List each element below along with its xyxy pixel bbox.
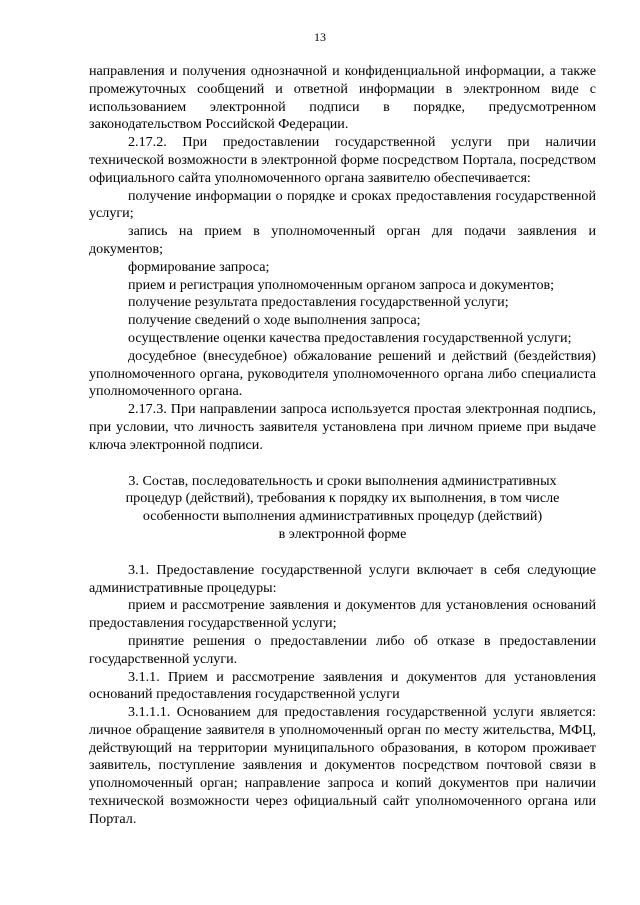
list-item: получение информации о порядке и сроках предоставления государственной услуги; xyxy=(89,187,596,222)
paragraph-2-17-3: 2.17.3. При направлении запроса используется простая электронная подпись, при условии, что личность заявителя установлена при личном приеме при выдаче ключа электронной подписи. xyxy=(89,401,596,453)
paragraph-2-17-2: 2.17.2. При предоставлении государственной услуги при наличии технической возможности в электронной форме посредством Портала, посредством официального сайта уполномоченного органа заявителю обеспечивается: xyxy=(89,134,596,186)
list-item: принятие решения о предоставлении либо об отказе в предоставлении государственной услуги. xyxy=(89,632,596,667)
paragraph-3-1-1-1: 3.1.1.1. Основанием для предоставления государственной услуги является: личное обращение заявителя в уполномоченный орган по месту жительства, МФЦ, действующий на территории муниципального образования, в котором проживает заявитель, поступление заявления и документов посредством почтовой связи в уполномоченный орган; направление запроса и копий документов при наличии технической возможности через официальный сайт уполномоченного органа или Портал. xyxy=(89,704,596,827)
list-item: получение сведений о ходе выполнения запроса; xyxy=(128,312,421,329)
section-heading-line: особенности выполнения административных процедур (действий) xyxy=(142,508,543,525)
list-item: прием и рассмотрение заявления и документов для установления оснований предоставления государственной услуги; xyxy=(89,597,596,632)
list-item: получение результата предоставления государственной услуги; xyxy=(128,294,509,311)
paragraph-3-1: 3.1. Предоставление государственной услуги включает в себя следующие административные процедуры: xyxy=(89,561,596,596)
list-item: формирование запроса; xyxy=(128,258,270,275)
list-item: осуществление оценки качества предоставления государственной услуги; xyxy=(128,329,572,346)
paragraph: направления и получения однозначной и конфиденциальной информации, а также промежуточных сообщений и ответной информации в электронном виде с использованием электронной подписи в порядке, предусмотренном законодательством Российской Федерации. xyxy=(89,63,596,133)
list-item: досудебное (внесудебное) обжалование решений и действий (бездействия) уполномоченного органа, руководителя уполномоченного органа либо специалиста уполномоченного органа. xyxy=(89,347,596,400)
list-item: прием и регистрация уполномоченным органом запроса и документов; xyxy=(128,276,555,293)
section-heading-line: в электронной форме xyxy=(278,525,407,542)
page-number: 13 xyxy=(314,30,326,44)
section-heading-line: процедур (действий), требования к порядку их выполнения, в том числе xyxy=(125,490,560,507)
list-item: запись на прием в уполномоченный орган для подачи заявления и документов; xyxy=(89,223,596,257)
document-body xyxy=(89,63,596,829)
paragraph-3-1-1: 3.1.1. Прием и рассмотрение заявления и документов для установления оснований предоставления государственной услуги xyxy=(89,668,596,703)
section-heading-line: 3. Состав, последовательность и сроки выполнения административных xyxy=(128,472,557,489)
